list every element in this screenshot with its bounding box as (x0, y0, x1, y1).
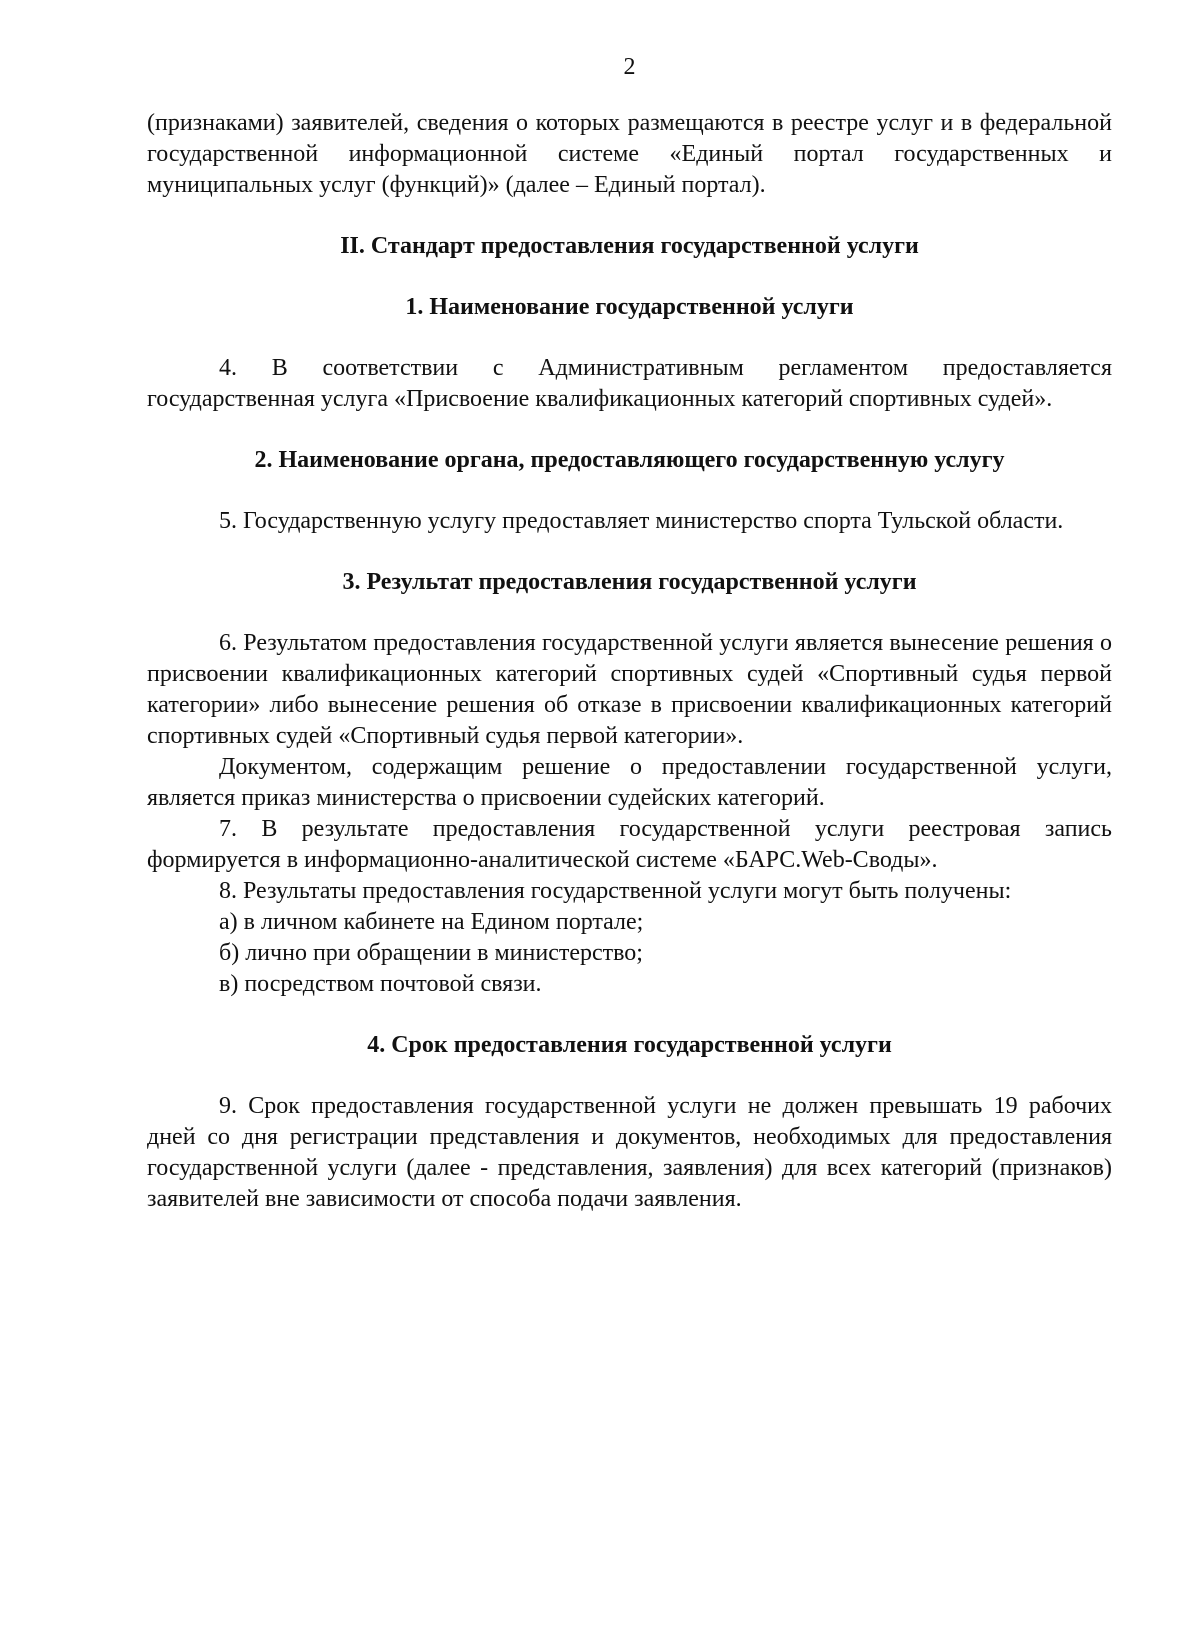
subsection-4-title: 4. Срок предоставления государственной услуги (367, 1032, 892, 1058)
subsection-2-title: 2. Наименование органа, предоставляющего государственную услугу (254, 447, 1005, 473)
page-number: 2 (623, 54, 636, 80)
document-page (147, 52, 1112, 1215)
paragraph-6-document: Документом, содержащим решение о предоставлении государственной услуги, является приказ министерства о присвоении судейских категорий. (147, 754, 1112, 811)
paragraph-4: 4. В соответствии с Административным регламентом предоставляется государственная услуга «Присвоение квалификационных категорий спортивных судей». (147, 355, 1112, 412)
paragraph-9: 9. Срок предоставления государственной услуги не должен превышать 19 рабочих дней со дня регистрации представления и документов, необходимых для предоставления государственной услуги (далее - представления, заявления) для всех категорий (признаков) заявителей вне зависимости от способа подачи заявления. (147, 1093, 1112, 1212)
paragraph-7: 7. В результате предоставления государственной услуги реестровая запись формируется в информационно-аналитической системе «БАРС.Web-Своды». (147, 816, 1112, 873)
section-title: II. Стандарт предоставления государственной услуги (340, 233, 919, 259)
list-item-a: а) в личном кабинете на Едином портале; (219, 909, 644, 935)
subsection-3-title: 3. Результат предоставления государственной услуги (342, 569, 917, 595)
paragraph-6: 6. Результатом предоставления государственной услуги является вынесение решения о присвоении квалификационных категорий спортивных судей «Спортивный судья первой категории» либо вынесение решения об отказе в присвоении квалификационных категорий спортивных судей «Спортивный судья первой категории». (147, 630, 1112, 749)
paragraph-5: 5. Государственную услугу предоставляет министерство спорта Тульской области. (219, 508, 1064, 534)
list-item-b: б) лично при обращении в министерство; (219, 940, 643, 966)
list-item-c: в) посредством почтовой связи. (219, 971, 542, 997)
subsection-1-title: 1. Наименование государственной услуги (405, 294, 854, 320)
intro-paragraph: (признаками) заявителей, сведения о которых размещаются в реестре услуг и в федеральной государственной информационной системе «Единый портал государственных и муниципальных услуг (функций)» (далее – Единый портал). (147, 110, 1112, 198)
paragraph-8: 8. Результаты предоставления государственной услуги могут быть получены: (219, 878, 1012, 904)
